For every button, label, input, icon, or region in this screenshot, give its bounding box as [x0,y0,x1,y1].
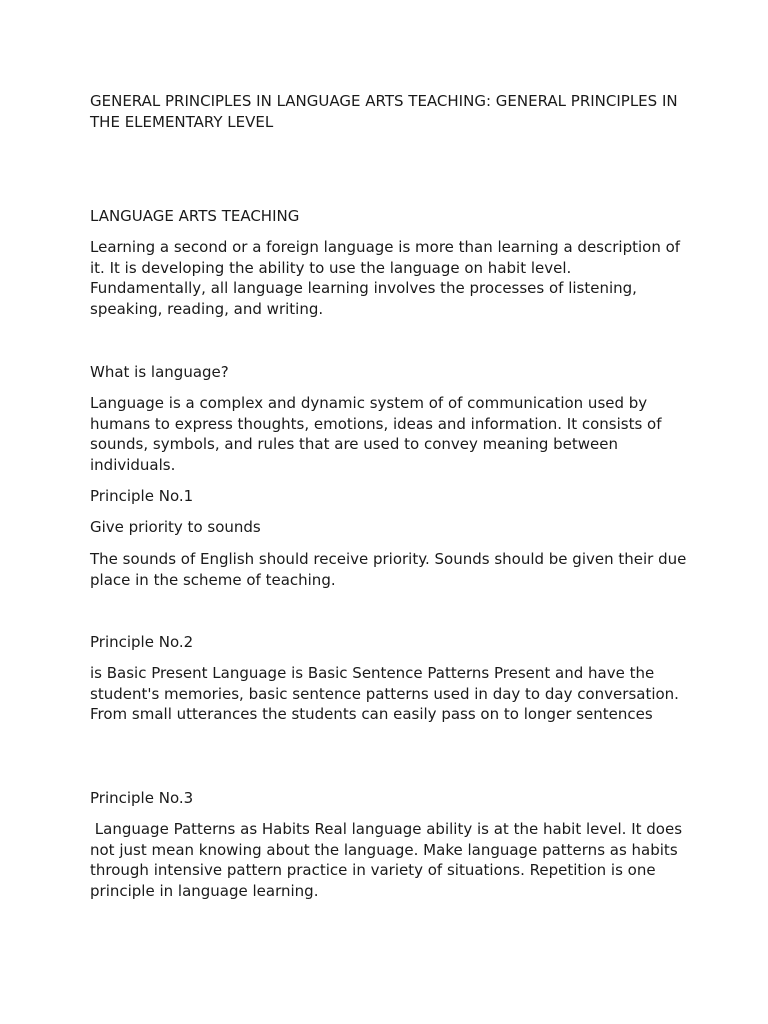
principle-3-heading: Principle No.3 [90,789,194,807]
intro-paragraph: Learning a second or a foreign language is more than learning a description of it. It is developing the ability to use the language on habit level. Fundamentally, all language learning involves the processes of listening, speaking, reading, and writing. [90,238,681,319]
section-heading: LANGUAGE ARTS TEACHING [90,207,300,225]
principle-1-text: The sounds of English should receive priority. Sounds should be given their due place in the scheme of teaching. [90,550,687,589]
what-is-language-heading: What is language? [90,363,229,381]
what-is-language-paragraph: Language is a complex and dynamic system of of communication used by humans to express thoughts, emotions, ideas and information. It consists of sounds, symbols, and rules that are used to convey meaning between individuals. [90,394,662,475]
document-title: GENERAL PRINCIPLES IN LANGUAGE ARTS TEACHING: GENERAL PRINCIPLES IN THE ELEMENTARY LEVEL [90,92,678,131]
principle-1-heading: Principle No.1 [90,487,194,505]
principle-1-subheading: Give priority to sounds [90,518,261,536]
principle-2-text: is Basic Present Language is Basic Sentence Patterns Present and have the student's memories, basic sentence patterns used in day to day conversation. From small utterances the students can easily pass on to longer sentences [90,664,679,724]
principle-2-heading: Principle No.2 [90,633,194,651]
principle-3-text: Language Patterns as Habits Real language ability is at the habit level. It does not just mean knowing about the language. Make language patterns as habits through intensive pattern practice in variety of situations. Repetition is one principle in language learning. [90,820,687,901]
